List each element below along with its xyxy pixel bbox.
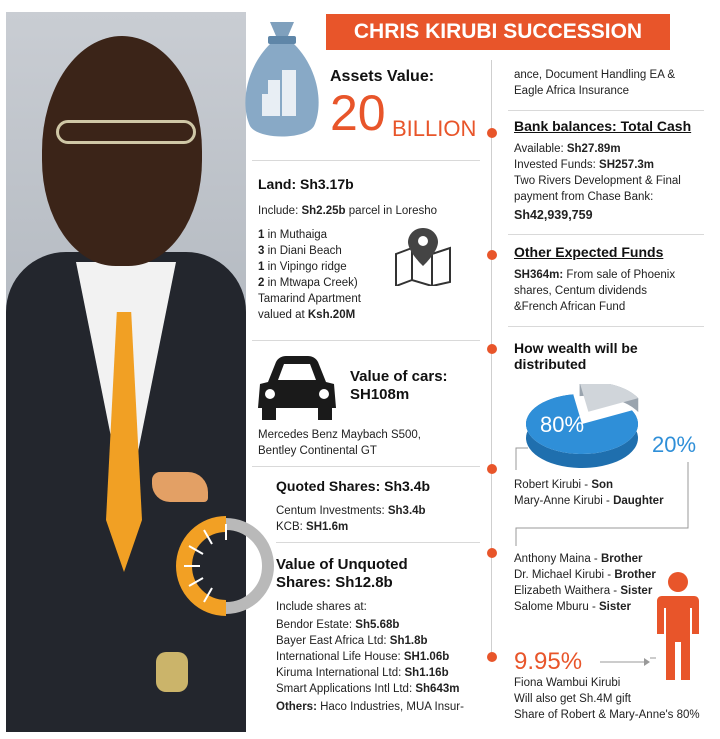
land-valued: valued at Ksh.20M xyxy=(258,309,356,321)
land-item: 1 in Muthaiga xyxy=(258,229,328,241)
pie-label-80: 80% xyxy=(540,412,585,437)
cars-heading-1: Value of cars: xyxy=(350,368,448,385)
bank-invested: Invested Funds: SH257.3m xyxy=(514,159,655,171)
divider xyxy=(508,234,704,235)
timeline-dot xyxy=(487,652,497,662)
cars-heading-2: SH108m xyxy=(350,386,410,403)
money-bag-icon xyxy=(240,18,324,142)
land-item: 3 in Diani Beach xyxy=(258,245,342,257)
timeline-dot xyxy=(487,250,497,260)
other-funds-line-1: SH364m: From sale of Phoenix xyxy=(514,269,676,281)
page-title: CHRIS KIRUBI SUCCESSION xyxy=(326,14,670,50)
unquoted-item: Bayer East Africa Ltd: Sh1.8b xyxy=(276,635,428,647)
unquoted-item: Smart Applications Intl Ltd: Sh643m xyxy=(276,683,460,695)
pie-label-20: 20% xyxy=(652,432,697,457)
heir-son: Robert Kirubi - Son xyxy=(514,479,614,491)
heir-daughter: Mary-Anne Kirubi - Daughter xyxy=(514,495,664,507)
timeline-dot xyxy=(487,128,497,138)
timeline-dot xyxy=(487,464,497,474)
assets-label: Assets Value: xyxy=(330,68,435,85)
pie-slice xyxy=(580,384,639,412)
pocket-square-shape xyxy=(152,472,208,502)
distribution-heading-1: How wealth will be xyxy=(514,340,638,356)
cars-line-2: Bentley Continental GT xyxy=(258,445,377,457)
divider xyxy=(508,110,704,111)
quoted-line-1: Centum Investments: Sh3.4b xyxy=(276,505,426,517)
portrait-photo xyxy=(6,12,246,732)
unquoted-item: International Life House: SH1.06b xyxy=(276,651,450,663)
fiona-line-1: Fiona Wambui Kirubi xyxy=(514,677,621,689)
bank-available: Available: Sh27.89m xyxy=(514,143,621,155)
quoted-heading: Quoted Shares: Sh3.4b xyxy=(276,478,431,494)
other-funds-line-2: shares, Centum dividends xyxy=(514,285,647,297)
glasses-shape xyxy=(56,120,196,144)
assets-value: 20 xyxy=(330,85,386,141)
bank-two-rivers-2: payment from Chase Bank: xyxy=(514,191,654,203)
quoted-line-2: KCB: SH1.6m xyxy=(276,521,349,533)
fiona-line-3: Share of Robert & Mary-Anne's 80% xyxy=(514,709,700,721)
timeline-dot xyxy=(487,548,497,558)
divider xyxy=(276,542,480,543)
unquoted-heading-1: Value of Unquoted xyxy=(276,556,408,573)
land-tamarind: Tamarind Apartment xyxy=(258,293,361,305)
continuation-line-1: ance, Document Handling EA & xyxy=(514,69,676,81)
heir-sibling: Elizabeth Waithera - Sister xyxy=(514,585,653,597)
arrow-right-icon xyxy=(600,656,652,668)
divider xyxy=(252,340,480,341)
bank-two-rivers-1: Two Rivers Development & Final xyxy=(514,175,681,187)
watch-shape xyxy=(156,652,188,692)
fiona-percent: 9.95% xyxy=(514,648,583,675)
land-include: Include: Sh2.25b parcel in Loresho xyxy=(258,205,438,217)
land-item: 1 in Vipingo ridge xyxy=(258,261,347,273)
other-funds-heading: Other Expected Funds xyxy=(514,244,664,260)
divider xyxy=(252,466,480,467)
distribution-heading-2: distributed xyxy=(514,356,587,372)
unquoted-heading-2: Shares: Sh12.8b xyxy=(276,574,393,591)
car-icon xyxy=(254,352,340,422)
divider xyxy=(508,326,704,327)
person-icon xyxy=(656,570,700,682)
shares-gauge-icon xyxy=(176,516,276,616)
land-item: 2 in Mtwapa Creek) xyxy=(258,277,358,289)
unquoted-others: Others: Haco Industries, MUA Insur- xyxy=(276,701,464,713)
face-shape xyxy=(42,36,202,266)
cars-line-1: Mercedes Benz Maybach S500, xyxy=(258,429,422,441)
bank-heading: Bank balances: Total Cash xyxy=(514,118,692,134)
continuation-line-2: Eagle Africa Insurance xyxy=(514,85,630,97)
unquoted-item: Bendor Estate: Sh5.68b xyxy=(276,619,400,631)
other-funds-line-3: &French African Fund xyxy=(514,301,626,313)
map-pin-icon xyxy=(392,226,454,286)
divider xyxy=(252,160,480,161)
unquoted-intro: Include shares at: xyxy=(276,601,367,613)
unquoted-item: Kiruma International Ltd: Sh1.16b xyxy=(276,667,449,679)
heir-sibling: Dr. Michael Kirubi - Brother xyxy=(514,569,656,581)
timeline-line xyxy=(491,60,492,660)
timeline-dot xyxy=(487,344,497,354)
heir-sibling: Salome Mburu - Sister xyxy=(514,601,631,613)
bank-two-rivers-value: Sh42,939,759 xyxy=(514,208,593,222)
land-heading: Land: Sh3.17b xyxy=(258,176,354,192)
heir-sibling: Anthony Maina - Brother xyxy=(514,553,643,565)
assets-unit: BILLION xyxy=(392,116,477,141)
fiona-line-2: Will also get Sh.4M gift xyxy=(514,693,631,705)
